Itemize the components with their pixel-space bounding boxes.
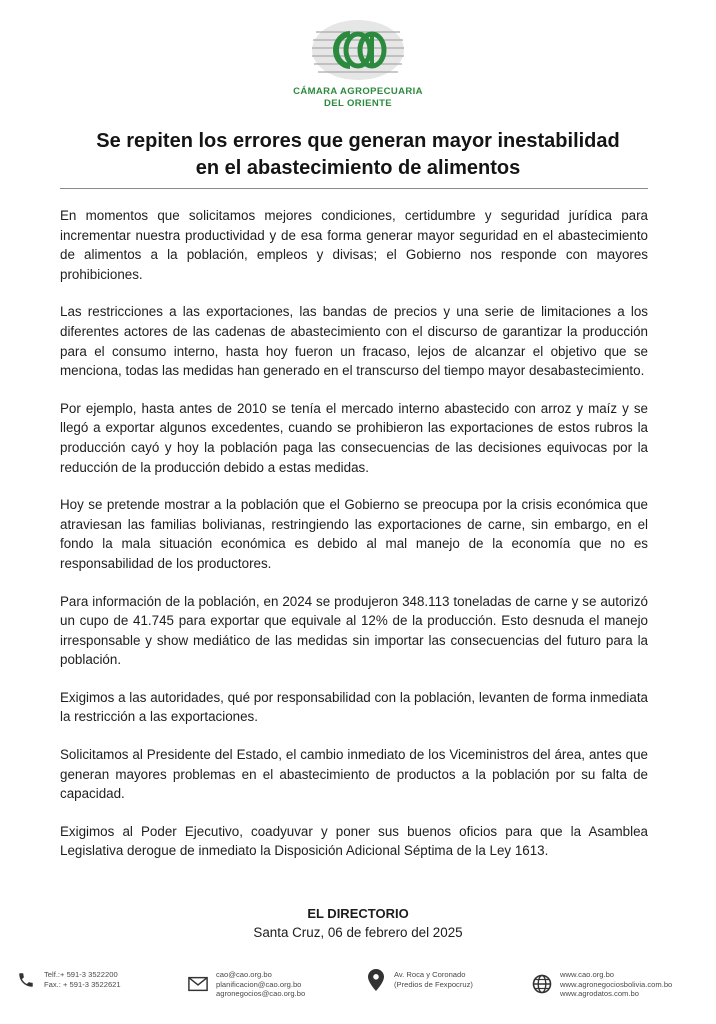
email-link[interactable]: cao@cao.org.bo [216,970,272,979]
footer-email [188,970,305,999]
signature [0,905,716,943]
paragraph: Hoy se pretende mostrar a la población que el Gobierno se preocupa por la crisis económica que atraviesan las familias bolivianas, restringiendo las exportaciones de carne, sin embargo, en el fondo la mala situación económica es debido al mal manejo de la economía que no es responsabilidad de los productores. [60,497,648,571]
footer-address [366,970,473,990]
address-line2: (Predios de Fexpocruz) [394,980,473,989]
org-name [0,86,716,110]
title-line1: Se repiten los errores que generan mayor inestabilidad [96,130,620,152]
title-line2: en el abastecimiento de alimentos [195,157,521,179]
header [0,18,716,110]
paragraph: En momentos que solicitamos mejores condiciones, certidumbre y seguridad jurídica para incrementar nuestra productividad y de esa forma generar mayor seguridad en el abastecimiento de alimentos a la población, empleos y divisas; el Gobierno nos responde con mayores prohibiciones. [60,208,648,282]
org-name-line2: DEL ORIENTE [323,98,393,109]
org-name-line1: CÁMARA AGROPECUARIA [293,86,423,97]
globe-icon [532,974,552,994]
paragraph: Exigimos al Poder Ejecutivo, coadyuvar y poner sus buenos oficios para que la Asamblea Legislativa derogue de inmediato la Disposición Adicional Séptima de la Ley 1613. [60,823,648,859]
page-title [60,128,656,182]
paragraph: Por ejemplo, hasta antes de 2010 se tenía el mercado interno abastecido con arroz y maíz y se llegó a exportar algunos excedentes, cuando se prohibieron las exportaciones de estos rubros la producción cayó y hoy la población paga las consecuencias de las decisiones equivocas por la reducción de la producción debido a estas medidas. [60,400,648,475]
paragraph: Exigimos a las autoridades, qué por responsabilidad con la población, levanten de forma inmediata la restricción a las exportaciones. [60,689,648,725]
phone-icon [16,970,36,990]
cao-logo [310,18,406,82]
footer [0,970,716,1010]
web-link[interactable]: www.agrodatos.com.bo [560,989,639,999]
phone-number: Telf.:+ 591-3 3522200 [44,970,118,980]
email-link[interactable]: agronegocios@cao.org.bo [216,989,306,999]
paragraph: Las restricciones a las exportaciones, las bandas de precios y una serie de limitaciones a los diferentes actores de las cadenas de abastecimiento con el discurso de garantizar la producción para el consumo interno, hasta hoy fueron un fracaso, lejos de alcanzar el objetivo que se menciona, todas las medidas han generado en el transcurso del tiempo mayor desabastecimiento. [60,304,648,379]
email-link[interactable]: planificacion@cao.org.bo [216,979,302,989]
signature-place-date: Santa Cruz, 06 de febrero del 2025 [253,925,463,940]
footer-web [532,970,672,999]
title-divider [60,188,648,189]
paragraph: Para información de la población, en 2024 se produjeron 348.113 toneladas de carne y se autorizó un cupo de 41.745 para exportar que equivale al 12% de la producción. Esto desnuda el manejo irresponsable y show mediático de las medidas sin importar las consecuencias del futuro para la población. [60,593,648,668]
mail-icon [188,974,208,994]
footer-phone [16,970,121,990]
web-link[interactable]: www.cao.org.bo [560,970,615,979]
paragraph: Solicitamos al Presidente del Estado, el cambio inmediato de los Viceministros del área, antes que generan mayores problemas en el abastecimiento de productos a la población por su falta de capacidad. [60,747,648,802]
address-line1: Av. Roca y Coronado [394,970,466,980]
location-pin-icon [366,970,386,990]
signature-name: EL DIRECTORIO [307,906,409,921]
web-link[interactable]: www.agronegociosbolivia.com.bo [560,979,673,989]
document-body [60,206,648,879]
fax-number: Fax.: + 591-3 3522621 [44,980,121,989]
logo-text: CAO [310,18,313,19]
